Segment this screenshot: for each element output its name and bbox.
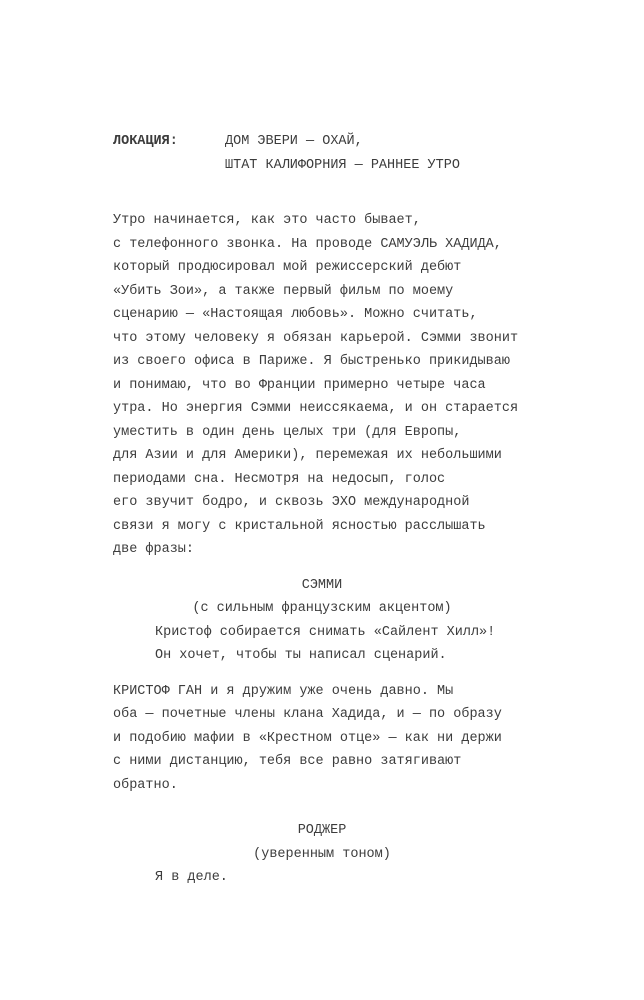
paragraph-line: и подобию мафии в «Крестном отце» — как ни держи bbox=[113, 730, 502, 746]
paragraph-line: уместить в один день целых три (для Европы, bbox=[113, 424, 462, 440]
dialogue-block-semmi bbox=[113, 574, 544, 668]
paragraph-line: сценарию — «Настоящая любовь». Можно считать, bbox=[113, 307, 478, 322]
paragraph-line: Утро начинается, как это часто бывает, bbox=[113, 213, 421, 228]
paragraph-line: обратно. bbox=[113, 777, 178, 793]
paragraph-line: утра. Но энергия Сэмми неиссякаема, и он старается bbox=[113, 401, 519, 416]
paragraph-line: что этому человеку я обязан карьерой. Сэмми звонит bbox=[113, 330, 519, 346]
paragraph-line: с ними дистанцию, тебя все равно затягивают bbox=[113, 754, 462, 769]
paragraph-line: и понимаю, что во Франции примерно четыре часа bbox=[113, 377, 486, 393]
parenthetical: (уверенным тоном) bbox=[253, 846, 391, 862]
location-line-2: ШТАТ КАЛИФОРНИЯ — РАННЕЕ УТРО bbox=[225, 157, 460, 173]
location-value bbox=[225, 130, 460, 177]
paragraph-line: который продюсировал мой режиссерский дебют bbox=[113, 260, 462, 275]
character-name: СЭММИ bbox=[301, 577, 343, 593]
paragraph-line: его звучит бодро, и сквозь ЭХО международной bbox=[113, 495, 470, 510]
paragraph-line: с телефонного звонка. На проводе САМУЭЛЬ ХАДИДА, bbox=[113, 236, 502, 252]
parenthetical: (с сильным французским акцентом) bbox=[192, 601, 452, 616]
dialogue-block-rodzher bbox=[113, 819, 544, 890]
paragraph-line: КРИСТОФ ГАН и я дружим уже очень давно. Мы bbox=[113, 683, 454, 699]
paragraph-line: оба — почетные члены клана Хадида, и — по образу bbox=[113, 707, 502, 722]
paragraph-line: связи я могу с кристальной ясностью расслышать bbox=[113, 518, 486, 534]
paragraph-line: две фразы: bbox=[113, 542, 195, 557]
paragraph-2 bbox=[113, 680, 544, 798]
paragraph-line: периодами сна. Несмотря на недосып, голос bbox=[113, 471, 446, 487]
location-heading bbox=[113, 130, 544, 177]
location-line-1: ДОМ ЭВЕРИ — ОХАЙ, bbox=[225, 134, 363, 149]
dialogue-line: Он хочет, чтобы ты написал сценарий. bbox=[155, 648, 447, 663]
paragraph-line: из своего офиса в Париже. Я быстренько прикидываю bbox=[113, 354, 510, 369]
paragraph-1 bbox=[113, 209, 544, 562]
dialogue-line: Я в деле. bbox=[155, 870, 228, 885]
dialogue-line: Кристоф собирается снимать «Сайлент Хилл»! bbox=[155, 624, 496, 640]
location-label: ЛОКАЦИЯ: bbox=[113, 134, 178, 149]
paragraph-line: «Убить Зои», а также первый фильм по моему bbox=[113, 283, 454, 299]
character-name: РОДЖЕР bbox=[297, 823, 347, 838]
paragraph-line: для Азии и для Америки), перемежая их небольшими bbox=[113, 448, 502, 463]
